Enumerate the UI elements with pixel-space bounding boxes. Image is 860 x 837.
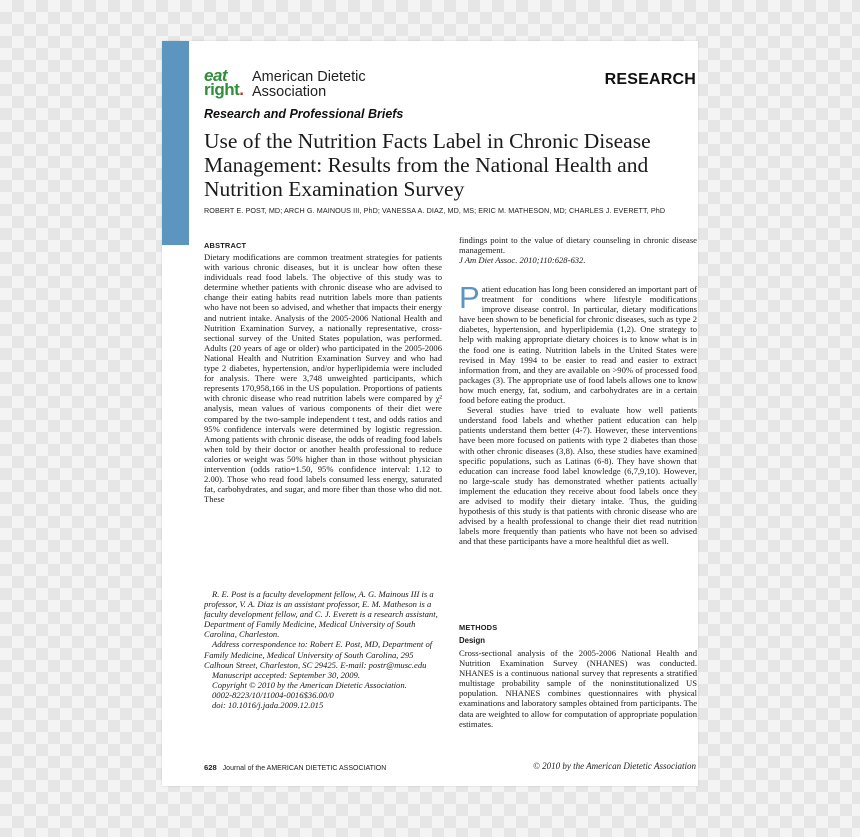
- introduction: [459, 280, 697, 547]
- affiliation-note: R. E. Post is a faculty development fellow, A. G. Mainous III is a professor, V. A. Diaz is an assistant professor, E. M. Matheson is a faculty development fellow, and C. J. Everett is a research assistant, Department of Family Medicine, Medical University of South Carolina, Charleston.: [204, 589, 438, 640]
- subsection-label: Research and Professional Briefs: [204, 107, 404, 121]
- abstract-findings: findings point to the value of dietary counseling in chronic disease management.: [459, 235, 697, 256]
- author-affiliations: [204, 589, 442, 710]
- copyright-note: Copyright © 2010 by the American Dietetic Association.: [212, 679, 407, 690]
- logo-right: right.: [204, 80, 244, 99]
- page-number: 628: [204, 763, 217, 772]
- abstract-heading: ABSTRACT: [204, 241, 247, 250]
- abstract-continued: [459, 235, 697, 265]
- citation: J Am Diet Assoc. 2010;110:628-632.: [459, 255, 586, 266]
- journal-name: Journal of the AMERICAN DIETETIC ASSOCIATION: [222, 765, 387, 772]
- correspondence-note: Address correspondence to: Robert E. Post, MD, Department of Family Medicine, Medical University of South Carolina, 295 Calhoun Street, Charleston, SC 29425. E-mail: postr@musc.edu: [204, 639, 433, 670]
- doi: doi: 10.1016/j.jada.2009.12.015: [212, 700, 324, 711]
- section-label: RESEARCH: [604, 71, 696, 88]
- author-list: ROBERT E. POST, MD; ARCH G. MAINOUS III, PhD; VANESSA A. DIAZ, MD, MS; ERIC M. MATHESON, MD; CHARLES J. EVERETT, PhD: [204, 206, 666, 215]
- article-title: Use of the Nutrition Facts Label in Chronic Disease Management: Results from the National Health and Nutrition Examination Survey: [204, 129, 651, 201]
- journal-page: [162, 41, 698, 786]
- accent-bar: [162, 41, 189, 245]
- org-name-line1: American Dietetic: [252, 69, 366, 85]
- design-heading: Design: [459, 636, 485, 645]
- intro-paragraph-2: Several studies have tried to evaluate how well patients understand food labels and whether patient education can help patients understand them better (4-7). However, these interventions have been more focused on patients with type 2 diabetes than those with other chronic diseases (3,8). Also, these studies have examined specific populations, such as Latinas (6-8). They have shown that education can increase food label knowledge (6,7,9,10). However, no large-scale study has demonstrated whether patients actually implement the education they receive about food labels once they are advised to modify their dietary intake. Thus, the guiding hypothesis of this study is that patients with chronic disease who are advised by a health professional to change their diet read nutrition labels more frequently than patients who have not been so advised and that these participants have a more healthful diet as well.: [459, 405, 697, 547]
- accepted-date: Manuscript accepted: September 30, 2009.: [212, 669, 360, 680]
- logo-eat: eat: [204, 66, 228, 85]
- page-footer: [204, 763, 386, 772]
- eatright-logo: [204, 66, 404, 100]
- issn: 0002-8223/10/11004-0016$36.00/0: [212, 689, 334, 700]
- drop-cap: P: [459, 280, 480, 315]
- design-text: Cross-sectional analysis of the 2005-2006 National Health and Nutrition Examination Survey (NHANES) was conducted. NHANES is a continuous national survey that represents a stratified multistage probability sample of the noninstitutionalized US population. NHANES combines questionnaires with physical examinations and laboratory samples obtained from participants. The data are weighted to allow for computation of appropriate population estimates.: [459, 648, 698, 729]
- org-name-line2: Association: [252, 84, 327, 100]
- methods-heading: METHODS: [459, 623, 498, 632]
- intro-paragraph-1: Patient education has long been considered an important part of treatment for conditions where lifestyle modifications improve disease control. In particular, dietary modifications have been shown to be beneficial for chronic diseases, such as type 2 diabetes, hypertension, and hyperlipidemia (1,2). One strategy to help with making appropriate dietary choices is to know what is in the food one is eating. Nutrition labels in the United States were revised in May 1994 to be easier to read and easier to extract information from, and they are available on >90% of processed food packages (3). The appropriate use of food labels allows one to know how much energy, fat, sodium, and carbohydrates are in a certain food before eating the product.: [459, 280, 697, 406]
- footer-copyright: © 2010 by the American Dietetic Association: [533, 761, 696, 771]
- abstract-text: Dietary modifications are common treatment strategies for patients with various chronic diseases, but it is unclear how often these individuals read food labels. The objective of this study was to determine whether patients with chronic disease who are advised to change their eating habits read nutrition labels more than patients who have not been so advised, and whether that impacts their energy and nutrient intake. Analysis of the 2005-2006 National Health and Nutrition Examination Survey, a nationally representative, cross-sectional survey of the United States population, was performed. Adults (20 years of age or older) who participated in the 2005-2006 National Health and Nutrition Examination Survey and who had type 2 diabetes, hypertension, and/or hyperlipidemia were included for analysis. There were 3,748 unweighted participants, which represents 170,958,166 in the US population. Proportions of patients with chronic disease who read nutrition labels were compared by χ² analysis, mean values of various components of their diet were compared by the two-sample independent t test, and odds ratios and 95% confidence intervals were determined by logistic regression. Among patients with chronic disease, the odds of reading food labels when told by their doctor or another health professional to reduce calories or weight was 50% higher than in those without physician intervention (odds ratio=1.50, 95% confidence interval: 1.12 to 2.00). Those who read food labels consumed less energy, saturated fat, carbohydrates, and sugar, and more fiber than those who did not. These: [204, 252, 442, 505]
